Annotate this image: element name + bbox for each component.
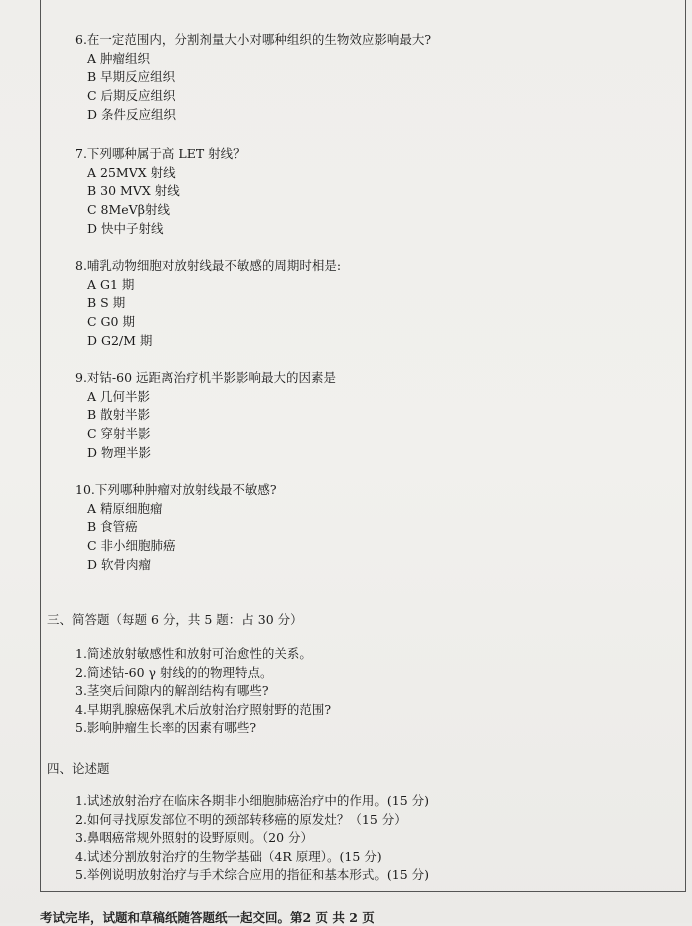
question-stem: 9.对钴-60 远距离治疗机半影影响最大的因素是 xyxy=(75,370,337,385)
list-item: 1.试述放射治疗在临床各期非小细胞肺癌治疗中的作用。(15 分) xyxy=(75,793,430,808)
page-footer: 考试完毕，试题和草稿纸随答题纸一起交回。第2 页 共 2 页 xyxy=(40,910,375,925)
question-stem: 6.在一定范围内，分割剂量大小对哪种组织的生物效应影响最大? xyxy=(75,32,432,47)
list-item: 5.举例说明放射治疗与手术综合应用的指征和基本形式。(15 分) xyxy=(75,867,430,883)
option-d: D 物理半影 xyxy=(87,444,151,460)
section-4-title: 四、论述题 xyxy=(47,761,110,776)
list-item: 4.早期乳腺癌保乳术后放射治疗照射野的范围? xyxy=(75,701,332,717)
option-b: B 散射半影 xyxy=(87,407,151,423)
question-stem: 8.哺乳动物细胞对放射线最不敏感的周期时相是: xyxy=(75,258,342,273)
list-item: 5.影响肿瘤生长率的因素有哪些? xyxy=(75,720,257,736)
option-a: A 精原细胞瘤 xyxy=(87,500,163,516)
option-b: B 食管癌 xyxy=(87,519,138,535)
section-4-list xyxy=(75,792,429,885)
question-9 xyxy=(75,369,336,463)
list-item: 3.茎突后间隙内的解剖结构有哪些? xyxy=(75,683,269,699)
list-item: 1.简述放射敏感性和放射可治愈性的关系。 xyxy=(75,646,312,661)
option-c: C G0 期 xyxy=(87,314,135,330)
option-c: C 后期反应组织 xyxy=(87,88,176,104)
option-b: B 早期反应组织 xyxy=(87,69,176,85)
option-a: A 肿瘤组织 xyxy=(87,50,151,66)
list-item: 2.如何寻找原发部位不明的颈部转移癌的原发灶？（15 分） xyxy=(75,811,407,827)
list-item: 2.简述钴-60 γ 射线的的物理特点。 xyxy=(75,664,273,680)
option-b: B S 期 xyxy=(87,295,126,311)
question-10 xyxy=(75,481,277,575)
question-stem: 7.下列哪种属于高 LET 射线？ xyxy=(75,146,246,161)
question-7 xyxy=(75,145,246,239)
option-c: C 穿射半影 xyxy=(87,426,151,442)
option-d: D 条件反应组织 xyxy=(87,106,176,122)
option-c: C 8MeVβ射线 xyxy=(87,202,170,218)
option-a: A G1 期 xyxy=(87,276,135,292)
option-a: A 几何半影 xyxy=(87,388,151,404)
section-3-list xyxy=(75,645,331,738)
option-a: A 25MVX 射线 xyxy=(87,164,176,180)
question-stem: 10.下列哪种肿瘤对放射线最不敏感? xyxy=(75,482,277,497)
list-item: 4.试述分割放射治疗的生物学基础（4R 原理）。(15 分) xyxy=(75,848,382,864)
section-3-title: 三、简答题（每题 6 分，共 5 题：占 30 分） xyxy=(47,612,303,627)
option-b: B 30 MVX 射线 xyxy=(87,183,180,199)
option-d: D 快中子射线 xyxy=(87,220,164,236)
question-8 xyxy=(75,257,341,351)
question-6 xyxy=(75,31,431,125)
option-d: D G2/M 期 xyxy=(87,332,153,348)
option-d: D 软骨肉瘤 xyxy=(87,556,151,572)
option-c: C 非小细胞肺癌 xyxy=(87,538,176,554)
list-item: 3.鼻咽癌常规外照射的设野原则。（20 分） xyxy=(75,830,314,846)
